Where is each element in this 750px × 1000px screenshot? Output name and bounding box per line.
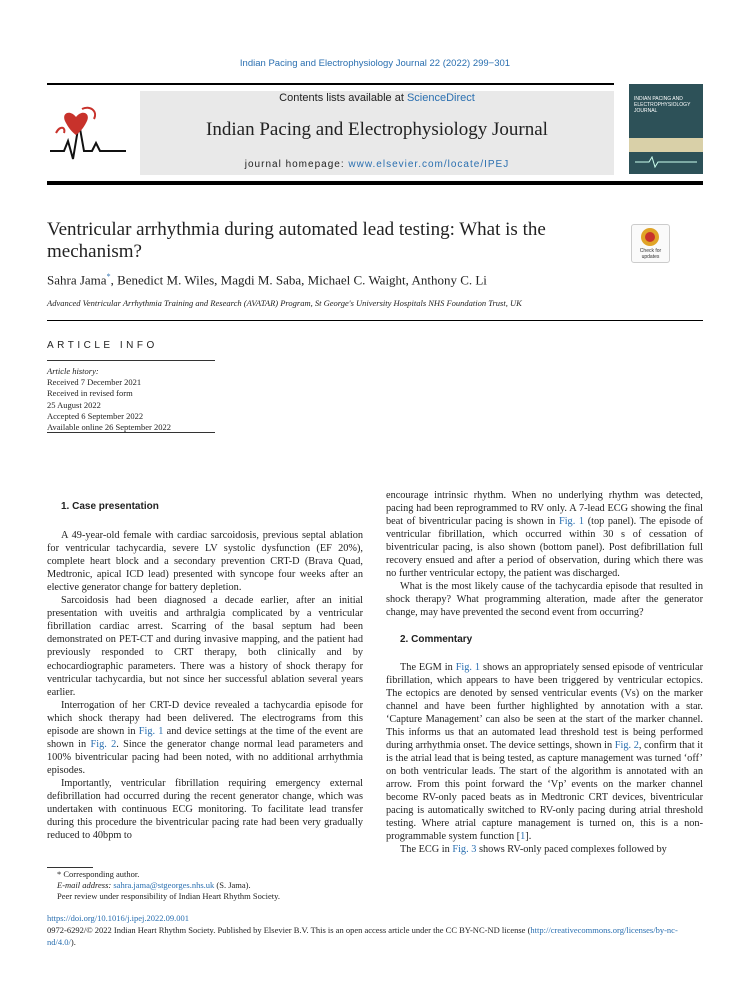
paragraph: A 49-year-old female with cardiac sarcoidosis, previous septal ablation for ventricular tachycardia, severe LV systolic dysfunction (EF 20%), complete heart block and a secondary prevention CRT-D (Brava Quad, Medtronic, apical ICD lead) presented with syncope four weeks after an elective generator change for battery depletion. xyxy=(47,530,363,594)
cover-title: INDIAN PACING AND ELECTROPHYSIOLOGY JOURNAL xyxy=(634,96,691,114)
title-rule xyxy=(47,320,703,321)
email-link[interactable]: sahra.jama@stgeorges.nhs.uk xyxy=(113,880,215,890)
cover-band xyxy=(629,138,703,152)
affiliation: Advanced Ventricular Arrhythmia Training and Research (AVATAR) Program, St George's University Hospitals NHS Foundation Trust, UK xyxy=(47,298,522,308)
footnote-rule xyxy=(47,867,93,868)
paragraph: What is the most likely cause of the tachycardia episode that resulted in shock therapy? What programming alteration, made after the generator change, may have prevented the second event from occurring? xyxy=(386,581,703,619)
doi-link[interactable]: https://doi.org/10.1016/j.ipej.2022.09.001 xyxy=(47,913,189,923)
corresponding-author-note: * Corresponding author. xyxy=(57,869,140,879)
fig-link[interactable]: Fig. 2 xyxy=(614,739,639,751)
history-line: Available online 26 September 2022 xyxy=(47,422,172,433)
article-info-rule-bottom xyxy=(47,432,215,433)
author-first[interactable]: Sahra Jama xyxy=(47,272,107,288)
history-line: Received in revised form xyxy=(47,388,133,399)
paragraph: encourage intrinsic rhythm. When no underlying rhythm was detected, pacing had been reprogrammed to RV only. A 7-lead ECG showing the final beat of biventricular pacing is shown in Fig. 1 (top panel). The episode of ventricular fibrillation, which occurred within 30 s of cessation of biventricular pacing, is also shown (bottom panel). Post defibrillation full recovery ensued and after a period of observation, during which there was no further ventricular ectopy, the patient was discharged. xyxy=(386,490,703,580)
paragraph: The EGM in Fig. 1 shows an appropriately sensed episode of ventricular fibrillation, which appears to have been triggered by ventricular ectopics. The ectopics are denoted by sensed ventricular events (Vs) on the marker channel and have been further highlighted by annotation with a star. ‘Capture Management’ can also be seen at the start of the marker channel. This informs us that an automated lead threshold test is being performed during arrhythmia onset. The device settings, shown in Fig. 2, confirm that it is the atrial lead that is being tested, as capture management was turned ‘off’ on both ventricular leads. The start of the algorithm is annotated with an arrow. From this point forward the ‘Vp’ events on the marker channel become RV-only paced beats as in Medtronic CRT devices, biventricular pacing is automatically switched to RV-only pacing during atrial threshold testing. Where atrial capture management is turned on, this is a non-programmable system function [1]. xyxy=(386,661,703,843)
paragraph: The ECG in Fig. 3 shows RV-only paced complexes followed by xyxy=(400,844,667,856)
footnote xyxy=(47,869,367,902)
contents-line: Contents lists available at ScienceDirect xyxy=(279,92,475,104)
paragraph: Interrogation of her CRT-D device revealed a tachycardia episode for which shock therapy had been delivered. The electrograms from this episode are shown in Fig. 1 and device settings at the time of the event are shown in Fig. 2. Since the generator change normal lead parameters and 100% biventricular pacing had been noted, with no additional arrhythmia episodes. xyxy=(47,699,364,776)
journal-cover-image xyxy=(629,84,703,174)
article-history xyxy=(47,366,247,433)
check-for-updates-button[interactable] xyxy=(631,224,670,263)
journal-title: Indian Pacing and Electrophysiology Journal xyxy=(206,119,548,140)
article-info-rule-top xyxy=(47,360,215,361)
paragraph: Sarcoidosis had been diagnosed a decade earlier, after an initial presentation with uveitis and arthralgia complicated by a ventricular fibrillation cardiac arrest. Scarring of the basal septum had been demonstrated on PET-CT and during invasive mapping, and the patient had previously responded to CRT therapy, both clinically and by echocardiographic parameters. There was a history of shock therapy for ventricular tachycardia, but not since her successful ablation several years earlier. xyxy=(47,595,363,698)
section-heading-commentary: 2. Commentary xyxy=(400,634,473,646)
fig-link[interactable]: Fig. 1 xyxy=(558,516,585,528)
history-line: Received 7 December 2021 xyxy=(47,377,142,388)
article-info-heading: ARTICLE INFO xyxy=(47,340,158,351)
fig-link[interactable]: Fig. 1 xyxy=(138,725,164,737)
homepage-link[interactable]: www.elsevier.com/locate/IPEJ xyxy=(348,159,510,170)
author-list xyxy=(47,272,697,288)
cover-wave xyxy=(635,156,697,168)
section-heading-case: 1. Case presentation xyxy=(61,501,159,512)
masthead-rule xyxy=(47,181,703,185)
email-line: E-mail address: sahra.jama@stgeorges.nhs.uk (S. Jama). xyxy=(57,880,251,890)
history-line: 25 August 2022 xyxy=(47,399,101,410)
fig-link[interactable]: Fig. 1 xyxy=(455,661,481,673)
reference-link[interactable]: 1 xyxy=(520,831,526,843)
fig-link[interactable]: Fig. 2 xyxy=(90,738,117,750)
history-line: Accepted 6 September 2022 xyxy=(47,410,144,421)
author-rest: , Benedict M. Wiles, Magdi M. Saba, Michael C. Waight, Anthony C. Li xyxy=(110,272,487,288)
check-updates-icon xyxy=(641,228,659,246)
fig-link[interactable]: Fig. 3 xyxy=(452,844,477,856)
license-statement: 0972-6292/© 2022 Indian Heart Rhythm Society. Published by Elsevier B.V. This is an open access article under the CC BY-NC-ND license (http://creativecommons.org/licenses/by-nc-nd/4.0/). xyxy=(47,925,678,947)
body-column-left xyxy=(47,500,363,842)
header-rule xyxy=(47,83,614,85)
journal-citation[interactable]: Indian Pacing and Electrophysiology Journal 22 (2022) 299−301 xyxy=(239,58,511,69)
body-column-right xyxy=(386,489,703,856)
sciencedirect-link[interactable]: ScienceDirect xyxy=(406,92,475,104)
check-updates-label: Check for updates xyxy=(639,248,662,260)
corresponding-mark[interactable]: * xyxy=(106,272,111,281)
license-link[interactable]: http://creativecommons.org/licenses/by-nc-nd/4.0/ xyxy=(47,925,678,947)
article-title: Ventricular arrhythmia during automated lead testing: What is the mechanism? xyxy=(47,219,546,262)
elsevier-logo xyxy=(46,103,130,163)
journal-masthead xyxy=(140,91,614,175)
history-label: Article history: xyxy=(47,366,99,376)
paragraph: Importantly, ventricular fibrillation requiring emergency external defibrillation had occurred during the recent generator change, which was undertaken with continuous ECG monitoring. To facilitate lead transfer during this procedure the biventricular pacing rate had been very gradually reduced to 40bpm to xyxy=(47,777,363,842)
journal-homepage: journal homepage: www.elsevier.com/locate/IPEJ xyxy=(244,159,510,170)
peer-review-note: Peer review under responsibility of Indian Heart Rhythm Society. xyxy=(57,891,280,901)
